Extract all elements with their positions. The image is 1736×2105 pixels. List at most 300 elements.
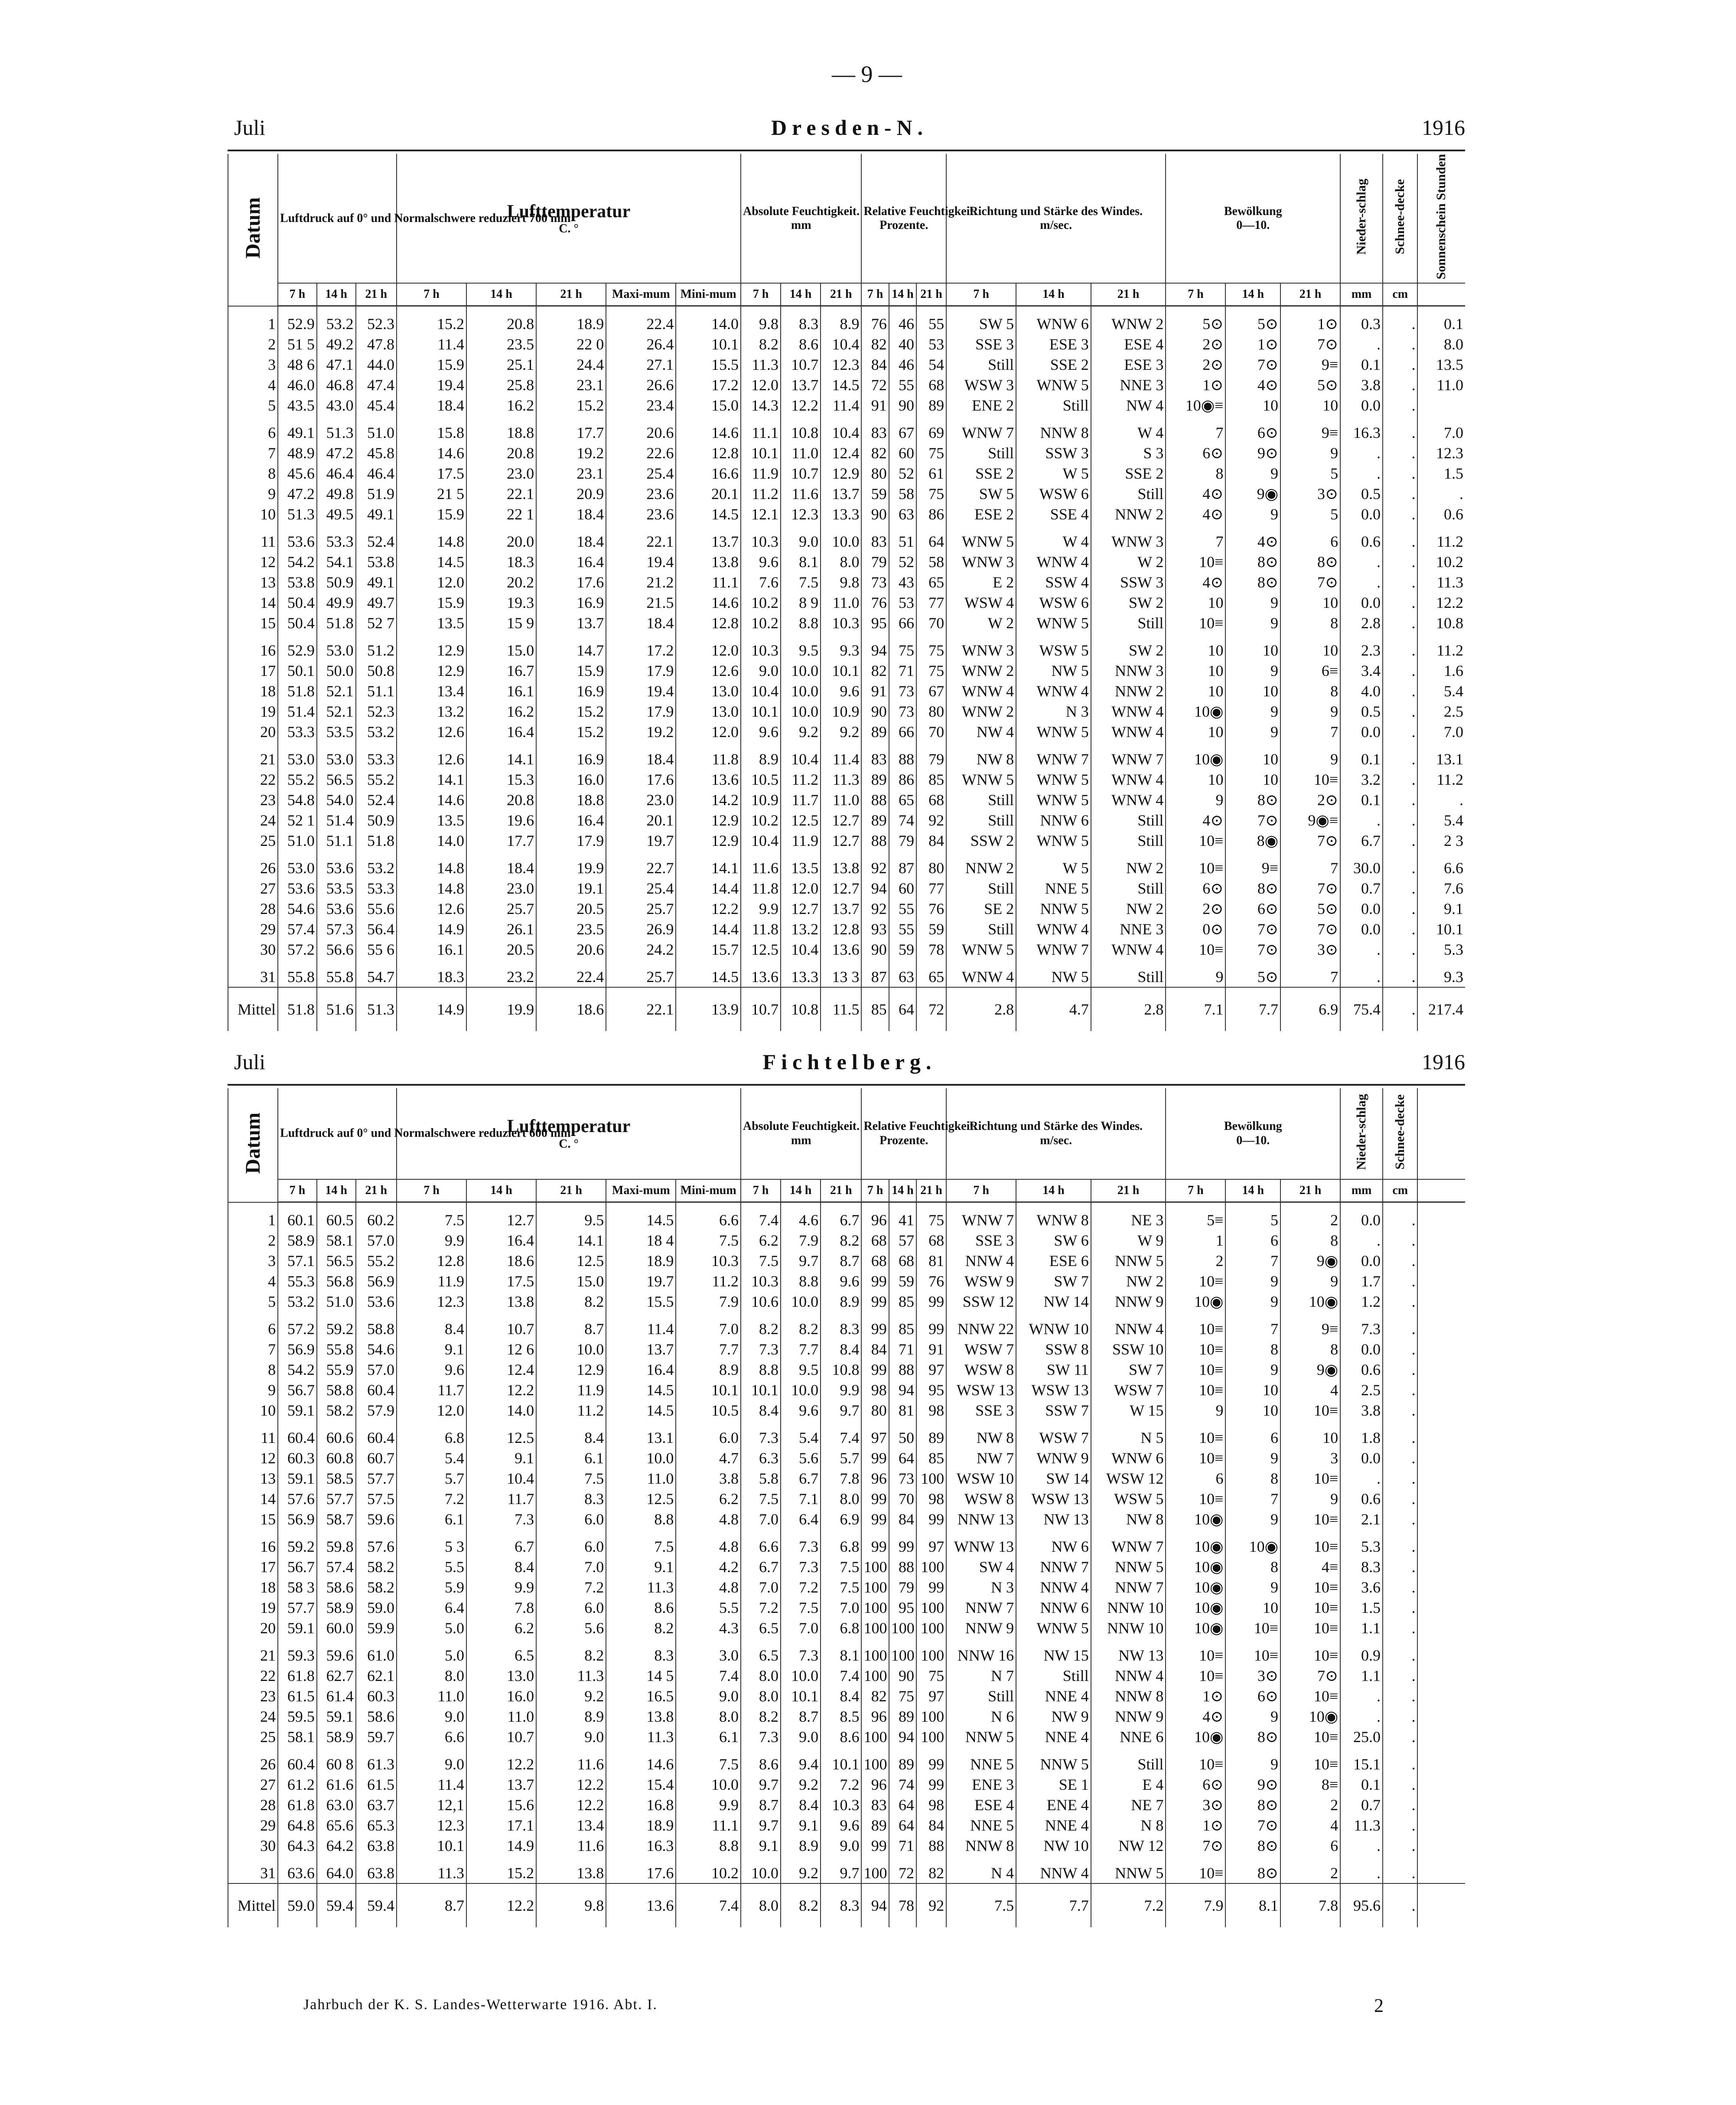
temperature-header-unit: C. ° bbox=[559, 1137, 579, 1151]
rel-humidity-header bbox=[861, 1088, 977, 1179]
mittel-cell: 51.6 bbox=[317, 987, 356, 1031]
table-cell: SSE 4 bbox=[1016, 504, 1091, 524]
table-cell: 7.0 bbox=[781, 1618, 821, 1638]
station-name: Dresden-N. bbox=[771, 115, 928, 140]
table-cell: 20 bbox=[228, 721, 278, 742]
table-cell: 5 bbox=[228, 395, 278, 415]
table-cell: 8⊙ bbox=[1280, 552, 1340, 572]
table-cell: 13.2 bbox=[781, 919, 821, 939]
table-cell: . bbox=[1383, 858, 1418, 878]
table-cell: 23.4 bbox=[606, 395, 676, 415]
table-cell: 7.5 bbox=[821, 1577, 861, 1597]
table-cell: 12.3 bbox=[397, 1815, 466, 1835]
table-cell: 77 bbox=[916, 878, 946, 898]
table-cell: 21 bbox=[228, 749, 278, 769]
table-cell: 9.9 bbox=[741, 898, 781, 919]
table-cell: 10◉ bbox=[1166, 1618, 1225, 1638]
table-cell: NNW 5 bbox=[1091, 1863, 1166, 1883]
table-cell: 53.2 bbox=[356, 858, 397, 878]
table-cell: 13.5 bbox=[397, 810, 466, 830]
table-cell: 82 bbox=[861, 660, 889, 681]
table-cell: 94 bbox=[889, 1726, 916, 1747]
table-cell: 10≡ bbox=[1280, 1645, 1340, 1665]
table-cell: 1.5 bbox=[1340, 1597, 1383, 1618]
table-cell: 62.1 bbox=[356, 1665, 397, 1686]
table-cell: 85 bbox=[916, 1448, 946, 1468]
table-cell: 1⊙ bbox=[1225, 334, 1280, 354]
subheader-cell: 21 h bbox=[356, 1179, 397, 1202]
table-cell: 6.2 bbox=[466, 1618, 536, 1638]
table-cell: 1 bbox=[228, 313, 278, 334]
table-cell: 0.7 bbox=[1340, 878, 1383, 898]
table-cell: 17.1 bbox=[466, 1815, 536, 1835]
table-cell: NNW 2 bbox=[946, 858, 1016, 878]
table-cell: 25.7 bbox=[606, 966, 676, 987]
table-cell: 8.2 bbox=[741, 334, 781, 354]
table-cell: 60 8 bbox=[317, 1754, 356, 1774]
table-cell: . bbox=[1383, 1815, 1418, 1835]
table-cell: 10≡ bbox=[1166, 1427, 1225, 1448]
table-cell: 10.3 bbox=[741, 1271, 781, 1291]
table-cell: 10 bbox=[1225, 769, 1280, 790]
table-cell: 53.3 bbox=[356, 749, 397, 769]
table-cell: 6.5 bbox=[741, 1645, 781, 1665]
table-cell: 52.3 bbox=[356, 701, 397, 721]
table-cell: 11.0 bbox=[397, 1686, 466, 1706]
table-cell: 5.4 bbox=[1417, 681, 1465, 701]
table-cell: 64 bbox=[889, 1815, 916, 1835]
sonne-header bbox=[1417, 154, 1465, 283]
table-cell: 13.6 bbox=[741, 966, 781, 987]
subheader-cell bbox=[1417, 1179, 1465, 1202]
table-cell: 59.6 bbox=[356, 1509, 397, 1529]
table-cell: . bbox=[1383, 1863, 1418, 1883]
table-cell: 9 bbox=[1225, 721, 1280, 742]
table-cell: 55 bbox=[916, 313, 946, 334]
table-cell: 89 bbox=[861, 769, 889, 790]
table-cell: 71 bbox=[889, 1835, 916, 1856]
rel-humidity-header-unit: Prozente. bbox=[879, 1133, 928, 1147]
table-cell bbox=[1417, 1665, 1465, 1686]
table-cell: 10.0 bbox=[676, 1774, 741, 1795]
table-cell: 0.0 bbox=[1340, 898, 1383, 919]
table-cell bbox=[1417, 1380, 1465, 1400]
table-cell: . bbox=[1340, 810, 1383, 830]
table-cell: 14.5 bbox=[606, 1380, 676, 1400]
table-cell: 58.6 bbox=[317, 1577, 356, 1597]
table-cell: 3.8 bbox=[1340, 375, 1383, 395]
table-cell: 8.6 bbox=[781, 334, 821, 354]
table-cell: 25.0 bbox=[1340, 1726, 1383, 1747]
table-cell: WSW 5 bbox=[1091, 1488, 1166, 1509]
table-cell: 10 bbox=[1225, 1597, 1280, 1618]
table-cell: W 4 bbox=[1016, 531, 1091, 552]
table-cell: 11.4 bbox=[397, 1774, 466, 1795]
table-row bbox=[228, 1557, 1465, 1577]
table-cell: 9≡ bbox=[1280, 422, 1340, 443]
table-cell bbox=[1417, 1448, 1465, 1468]
table-cell: 7.3 bbox=[741, 1427, 781, 1448]
table-cell: 76 bbox=[916, 898, 946, 919]
table-cell: W 9 bbox=[1091, 1230, 1166, 1250]
table-cell: 6.0 bbox=[536, 1536, 606, 1557]
table-cell: 7⊙ bbox=[1225, 810, 1280, 830]
table-cell: 2 bbox=[1280, 1863, 1340, 1883]
table-cell: 2 bbox=[1166, 1250, 1225, 1271]
subheader-cell: 7 h bbox=[397, 283, 466, 306]
table-cell: 10.8 bbox=[821, 1359, 861, 1380]
table-cell: 7 bbox=[228, 1339, 278, 1359]
table-cell: 12.7 bbox=[466, 1210, 536, 1230]
table-cell: 24.4 bbox=[536, 354, 606, 375]
table-cell: 51.0 bbox=[317, 1291, 356, 1312]
table-cell: 47.4 bbox=[356, 375, 397, 395]
table-cell: 10 bbox=[1280, 592, 1340, 613]
table-cell: 12.3 bbox=[781, 504, 821, 524]
table-cell: 8.7 bbox=[781, 1706, 821, 1726]
table-cell: 12.2 bbox=[466, 1380, 536, 1400]
table-cell: 11.1 bbox=[741, 422, 781, 443]
table-cell: WNW 2 bbox=[946, 660, 1016, 681]
table-cell: 13.8 bbox=[466, 1291, 536, 1312]
table-cell: 30 bbox=[228, 939, 278, 959]
table-cell: NNW 8 bbox=[946, 1835, 1016, 1856]
mittel-cell: 18.6 bbox=[536, 987, 606, 1031]
table-cell: 99 bbox=[916, 1774, 946, 1795]
table-cell: NNW 4 bbox=[1091, 1318, 1166, 1339]
table-cell: 92 bbox=[916, 810, 946, 830]
niederschlag-header bbox=[1340, 1088, 1383, 1179]
table-cell: 10 bbox=[1166, 592, 1225, 613]
table-cell bbox=[1417, 1686, 1465, 1706]
table-cell bbox=[1417, 1230, 1465, 1250]
table-cell: 16.4 bbox=[466, 721, 536, 742]
table-cell: 7.4 bbox=[821, 1665, 861, 1686]
table-cell: 60 bbox=[889, 878, 916, 898]
mittel-cell: 59.0 bbox=[278, 1883, 317, 1927]
table-cell: 52 bbox=[889, 552, 916, 572]
table-cell: 54.0 bbox=[317, 790, 356, 810]
table-cell: 60.1 bbox=[278, 1210, 317, 1230]
table-cell: 56.9 bbox=[356, 1271, 397, 1291]
subheader-cell: 14 h bbox=[317, 283, 356, 306]
table-cell: 1 bbox=[1166, 1230, 1225, 1250]
subheader-cell: 14 h bbox=[1016, 283, 1091, 306]
table-cell: 91 bbox=[861, 681, 889, 701]
table-cell: 12.9 bbox=[676, 830, 741, 851]
table-cell: 88 bbox=[916, 1835, 946, 1856]
table-cell: 9.0 bbox=[781, 1726, 821, 1747]
table-cell: 13.7 bbox=[781, 375, 821, 395]
subheader-cell: cm bbox=[1383, 1179, 1418, 1202]
subheader-cell: 14 h bbox=[889, 283, 916, 306]
table-row bbox=[228, 769, 1465, 790]
table-cell: 10 bbox=[1166, 681, 1225, 701]
table-cell: 9 bbox=[1225, 1291, 1280, 1312]
table-cell: 10.7 bbox=[466, 1726, 536, 1747]
table-cell: 24.2 bbox=[606, 939, 676, 959]
table-cell: 18.3 bbox=[466, 552, 536, 572]
table-cell: 53 bbox=[916, 334, 946, 354]
table-cell: 10≡ bbox=[1225, 1618, 1280, 1638]
table-cell: 14.8 bbox=[397, 858, 466, 878]
table-cell: 14.1 bbox=[466, 749, 536, 769]
table-cell: . bbox=[1383, 1400, 1418, 1420]
table-cell: 26.9 bbox=[606, 919, 676, 939]
table-cell: 17.6 bbox=[606, 769, 676, 790]
table-cell: 52.1 bbox=[317, 681, 356, 701]
table-cell: 82 bbox=[861, 443, 889, 463]
abs-humidity-header-unit: mm bbox=[791, 218, 811, 232]
table-row bbox=[228, 830, 1465, 851]
table-cell: Still bbox=[946, 1686, 1016, 1706]
table-cell: 75 bbox=[889, 1686, 916, 1706]
table-cell: 8.0 bbox=[397, 1665, 466, 1686]
table-cell: 11.3 bbox=[1417, 572, 1465, 592]
table-cell: 10≡ bbox=[1166, 1754, 1225, 1774]
table-cell: 86 bbox=[889, 769, 916, 790]
table-cell: 8.2 bbox=[741, 1706, 781, 1726]
table-cell: 6.6 bbox=[741, 1536, 781, 1557]
station-title-row bbox=[234, 1049, 1465, 1084]
table-cell: WNW 7 bbox=[946, 422, 1016, 443]
table-cell: 50.0 bbox=[317, 660, 356, 681]
table-cell: 11.7 bbox=[397, 1380, 466, 1400]
subheader-cell: Maxi-mum bbox=[606, 1179, 676, 1202]
table-cell: 6.6 bbox=[1417, 858, 1465, 878]
table-cell bbox=[1417, 1835, 1465, 1856]
table-cell: 0.0 bbox=[1340, 919, 1383, 939]
table-cell: 9.0 bbox=[397, 1706, 466, 1726]
table-row bbox=[228, 701, 1465, 721]
table-cell: 11.2 bbox=[741, 483, 781, 504]
table-cell: 56.8 bbox=[317, 1271, 356, 1291]
table-cell: 45.6 bbox=[278, 463, 317, 483]
table-cell: 10◉≡ bbox=[1166, 395, 1225, 415]
table-cell: 8 bbox=[1280, 1339, 1340, 1359]
table-cell: 12.3 bbox=[1417, 443, 1465, 463]
table-cell: 11.3 bbox=[606, 1577, 676, 1597]
table-cell: 15.9 bbox=[397, 354, 466, 375]
table-cell: 52.4 bbox=[356, 790, 397, 810]
mittel-cell: 9.8 bbox=[536, 1883, 606, 1927]
table-cell: 99 bbox=[861, 1318, 889, 1339]
table-cell: 76 bbox=[861, 313, 889, 334]
table-cell: 89 bbox=[889, 1754, 916, 1774]
table-cell: 0.9 bbox=[1340, 1645, 1383, 1665]
table-cell: 88 bbox=[889, 1359, 916, 1380]
table-cell: 9.6 bbox=[741, 552, 781, 572]
abs-humidity-header bbox=[741, 154, 861, 283]
table-cell: 18.9 bbox=[606, 1250, 676, 1271]
subheader-cell: 21 h bbox=[1091, 283, 1166, 306]
subheader-cell: 14 h bbox=[781, 283, 821, 306]
table-row bbox=[228, 483, 1465, 504]
table-cell: 12.3 bbox=[821, 354, 861, 375]
table-cell: 100 bbox=[861, 1557, 889, 1577]
table-cell: 14 5 bbox=[606, 1665, 676, 1686]
table-cell: 20.1 bbox=[676, 483, 741, 504]
table-cell: 16.2 bbox=[466, 701, 536, 721]
table-cell: 10.9 bbox=[741, 790, 781, 810]
table-cell: 61.2 bbox=[278, 1774, 317, 1795]
mittel-cell: 72 bbox=[916, 987, 946, 1031]
table-cell: 23.0 bbox=[466, 463, 536, 483]
table-cell: 9.5 bbox=[781, 1359, 821, 1380]
table-cell: 63 bbox=[889, 966, 916, 987]
table-cell: 73 bbox=[861, 572, 889, 592]
table-cell: 10.4 bbox=[821, 422, 861, 443]
table-cell: 7.3 bbox=[741, 1726, 781, 1747]
table-cell: 60.4 bbox=[356, 1427, 397, 1448]
table-cell: . bbox=[1383, 660, 1418, 681]
table-cell: 0.0 bbox=[1340, 504, 1383, 524]
table-cell: 59.1 bbox=[278, 1400, 317, 1420]
table-cell: 46 bbox=[889, 313, 916, 334]
table-cell: 5 bbox=[228, 1291, 278, 1312]
table-cell: 3⊙ bbox=[1166, 1795, 1225, 1815]
table-cell: 8.2 bbox=[741, 1318, 781, 1339]
table-cell: 12.6 bbox=[676, 660, 741, 681]
table-cell: 53.6 bbox=[278, 531, 317, 552]
table-cell: 63.8 bbox=[356, 1835, 397, 1856]
table-cell: 59.2 bbox=[278, 1536, 317, 1557]
table-cell: WSW 8 bbox=[946, 1488, 1016, 1509]
table-cell: 15.9 bbox=[397, 592, 466, 613]
table-cell: WNW 5 bbox=[1016, 769, 1091, 790]
table-cell: 45.8 bbox=[356, 443, 397, 463]
table-cell: . bbox=[1340, 552, 1383, 572]
table-cell: 11.3 bbox=[606, 1726, 676, 1747]
table-cell: 16.9 bbox=[536, 749, 606, 769]
table-cell: 9◉ bbox=[1280, 1359, 1340, 1380]
table-cell: 94 bbox=[861, 878, 889, 898]
table-cell: 68 bbox=[889, 1250, 916, 1271]
table-cell: 65.6 bbox=[317, 1815, 356, 1835]
year-label: 1916 bbox=[1422, 115, 1465, 140]
temperature-header-label: Lufttemperatur bbox=[507, 201, 631, 222]
table-cell: 7.2 bbox=[536, 1577, 606, 1597]
table-cell: 50.1 bbox=[278, 660, 317, 681]
table-cell: . bbox=[1383, 640, 1418, 660]
table-cell: 3⊙ bbox=[1225, 1665, 1280, 1686]
cloud-header-unit: 0—10. bbox=[1236, 1133, 1270, 1147]
table-cell: . bbox=[1383, 422, 1418, 443]
table-cell: 9.8 bbox=[821, 572, 861, 592]
table-cell: 6.1 bbox=[397, 1509, 466, 1529]
table-cell: 11.4 bbox=[606, 1318, 676, 1339]
table-cell: WNW 5 bbox=[1016, 375, 1091, 395]
table-cell: 11.1 bbox=[676, 572, 741, 592]
table-row bbox=[228, 1448, 1465, 1468]
table-cell: 7.3 bbox=[466, 1509, 536, 1529]
table-cell: 10.7 bbox=[781, 463, 821, 483]
table-cell: 8.0 bbox=[741, 1686, 781, 1706]
datum-label: Datum bbox=[241, 197, 264, 259]
subheader-cell: 21 h bbox=[916, 283, 946, 306]
table-cell: 90 bbox=[861, 701, 889, 721]
table-cell: 20.0 bbox=[466, 531, 536, 552]
station-name: Fichtelberg. bbox=[762, 1050, 937, 1074]
table-cell: 10.0 bbox=[781, 660, 821, 681]
cloud-header-label: Bewölkung bbox=[1224, 204, 1282, 218]
table-cell: 64.0 bbox=[317, 1863, 356, 1883]
month-label: Juli bbox=[234, 1050, 266, 1074]
table-cell: 56.7 bbox=[278, 1557, 317, 1577]
table-cell: 10.3 bbox=[821, 1795, 861, 1815]
table-cell: 6⊙ bbox=[1166, 878, 1225, 898]
table-cell: 16 bbox=[228, 640, 278, 660]
table-cell: 11.6 bbox=[741, 858, 781, 878]
table-cell: 18.4 bbox=[606, 613, 676, 633]
weather-table bbox=[228, 154, 1465, 1031]
table-cell: 17.7 bbox=[466, 830, 536, 851]
table-cell: 52.1 bbox=[317, 701, 356, 721]
table-cell: 12.2 bbox=[1417, 592, 1465, 613]
table-cell: NNW 4 bbox=[1091, 1665, 1166, 1686]
table-cell: SSE 3 bbox=[946, 334, 1016, 354]
table-row bbox=[228, 660, 1465, 681]
table-cell: 27 bbox=[228, 878, 278, 898]
table-cell: 92 bbox=[861, 858, 889, 878]
table-cell: NW 6 bbox=[1016, 1536, 1091, 1557]
table-cell: 17.5 bbox=[397, 463, 466, 483]
table-cell: 51 bbox=[889, 531, 916, 552]
subheader-cell: 21 h bbox=[821, 1179, 861, 1202]
table-cell: 99 bbox=[916, 1754, 946, 1774]
table-cell: 6.6 bbox=[676, 1210, 741, 1230]
table-cell: 10◉ bbox=[1166, 1726, 1225, 1747]
table-cell: 11.2 bbox=[536, 1400, 606, 1420]
table-cell: 8⊙ bbox=[1225, 878, 1280, 898]
table-cell: N 5 bbox=[1091, 1427, 1166, 1448]
table-cell: 26 bbox=[228, 1754, 278, 1774]
table-cell: 6.7 bbox=[821, 1210, 861, 1230]
table-cell: 13.4 bbox=[536, 1815, 606, 1835]
table-cell: 9.5 bbox=[536, 1210, 606, 1230]
table-cell: 6 bbox=[1225, 1427, 1280, 1448]
table-cell: 9.7 bbox=[821, 1863, 861, 1883]
table-cell: WSW 13 bbox=[1016, 1488, 1091, 1509]
table-cell: 74 bbox=[889, 1774, 916, 1795]
table-cell: NW 13 bbox=[1091, 1645, 1166, 1665]
table-cell: 9⊙ bbox=[1225, 443, 1280, 463]
table-cell: 99 bbox=[861, 1488, 889, 1509]
table-cell: . bbox=[1383, 552, 1418, 572]
table-cell: 59.7 bbox=[356, 1726, 397, 1747]
table-cell: 0.1 bbox=[1340, 354, 1383, 375]
table-cell: 46.4 bbox=[356, 463, 397, 483]
table-cell: 8.3 bbox=[781, 313, 821, 334]
table-cell: 10.4 bbox=[741, 681, 781, 701]
table-cell: 23.0 bbox=[606, 790, 676, 810]
table-cell: 88 bbox=[889, 1557, 916, 1577]
table-cell: 64 bbox=[916, 531, 946, 552]
table-cell: 13.3 bbox=[781, 966, 821, 987]
table-cell: . bbox=[1383, 375, 1418, 395]
table-cell: 0.3 bbox=[1340, 313, 1383, 334]
table-cell: 53.6 bbox=[278, 878, 317, 898]
table-cell: 9.1 bbox=[741, 1835, 781, 1856]
table-cell: 10≡ bbox=[1166, 1380, 1225, 1400]
table-cell: 12.8 bbox=[397, 1250, 466, 1271]
table-cell: 58 bbox=[889, 483, 916, 504]
table-cell: 84 bbox=[916, 830, 946, 851]
table-cell: 19.4 bbox=[606, 552, 676, 572]
table-cell: 7.0 bbox=[676, 1318, 741, 1339]
table-cell: 8.4 bbox=[397, 1318, 466, 1339]
table-cell: . bbox=[1383, 1618, 1418, 1638]
